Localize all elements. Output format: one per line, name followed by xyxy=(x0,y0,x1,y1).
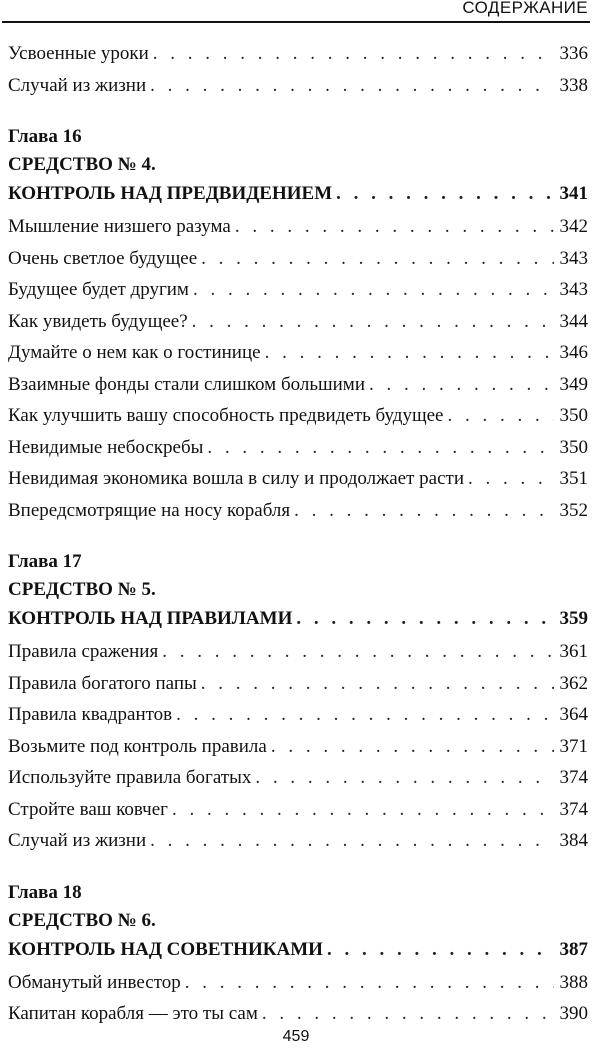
entry-title: Капитан корабля — это ты сам xyxy=(8,1003,258,1024)
dot-leader xyxy=(447,400,553,432)
entry-page: 390 xyxy=(559,1003,588,1024)
chapter-heading-entry[interactable] xyxy=(8,604,588,636)
chapter-page: 359 xyxy=(559,608,588,629)
entry-title: Как улучшить вашу способность предвидеть будущее xyxy=(8,405,444,426)
entry-title: Мышление низшего разума xyxy=(8,216,231,237)
chapter-heading: КОНТРОЛЬ НАД ПРАВИЛАМИ xyxy=(8,608,293,629)
entry-title: Правила богатого папы xyxy=(8,672,197,694)
toc-entry[interactable] xyxy=(8,369,588,401)
entry-title: Невидимые небоскребы xyxy=(8,436,204,458)
entry-page: 351 xyxy=(559,468,588,489)
entry-title: Правила сражения xyxy=(8,641,159,662)
chapter-label: Глава 18 xyxy=(8,881,82,903)
dot-leader xyxy=(369,369,554,401)
page-number: 459 xyxy=(282,1028,310,1045)
entry-title: Возьмите под контроль правила xyxy=(8,735,267,757)
entry-title: Впередсмотрящие на носу корабля xyxy=(8,499,291,521)
entry-page: 364 xyxy=(559,704,588,725)
entry-title: Очень светлое будущее xyxy=(8,247,198,269)
entry-title: Правила квадрантов xyxy=(8,704,173,725)
entry-page: 336 xyxy=(559,43,588,64)
dot-leader xyxy=(262,998,554,1030)
toc-entry[interactable] xyxy=(8,337,588,369)
dot-leader xyxy=(172,794,554,826)
table-of-contents xyxy=(8,38,588,1030)
entry-page: 352 xyxy=(559,499,588,521)
chapter-heading: КОНТРОЛЬ НАД СОВЕТНИКАМИ xyxy=(8,938,323,960)
dot-leader xyxy=(185,967,554,999)
entry-page: 384 xyxy=(559,830,588,851)
dot-leader xyxy=(296,604,553,634)
dot-leader xyxy=(176,699,553,731)
entry-title: Взаимные фонды стали слишком большими xyxy=(8,373,365,395)
entry-page: 388 xyxy=(559,971,588,993)
toc-entry[interactable] xyxy=(8,400,588,432)
chapter-heading-entry[interactable] xyxy=(8,179,588,211)
chapter-label: Глава 16 xyxy=(8,126,82,147)
toc-entry[interactable] xyxy=(8,967,588,999)
dot-leader xyxy=(153,38,554,70)
toc-entry[interactable] xyxy=(8,636,588,668)
toc-entry[interactable] xyxy=(8,762,588,794)
dot-leader xyxy=(150,70,553,102)
entry-page: 346 xyxy=(559,342,588,363)
entry-page: 350 xyxy=(559,436,588,458)
chapter-heading-entry[interactable] xyxy=(8,935,588,967)
dot-leader xyxy=(150,825,553,857)
entry-page: 361 xyxy=(559,641,588,662)
dot-leader xyxy=(327,935,554,965)
entry-page: 362 xyxy=(559,672,588,694)
chapter-page: 341 xyxy=(559,183,588,204)
entry-page: 343 xyxy=(559,279,588,300)
dot-leader xyxy=(235,211,554,243)
entry-title: Используйте правила богатых xyxy=(8,767,252,788)
entry-title: Стройте ваш ковчег xyxy=(8,798,168,820)
toc-entry[interactable] xyxy=(8,794,588,826)
chapter-subtitle: СРЕДСТВО № 6. xyxy=(8,909,156,931)
chapter-subtitle: СРЕДСТВО № 5. xyxy=(8,579,156,600)
chapter-subtitle: СРЕДСТВО № 4. xyxy=(8,154,156,175)
dot-leader xyxy=(193,274,554,306)
entry-page: 338 xyxy=(559,74,588,96)
entry-title: Усвоенные уроки xyxy=(8,43,149,64)
dot-leader xyxy=(192,306,554,338)
toc-entry[interactable] xyxy=(8,211,588,243)
entry-page: 350 xyxy=(559,405,588,426)
dot-leader xyxy=(207,432,553,464)
dot-leader xyxy=(265,337,554,369)
toc-entry[interactable] xyxy=(8,495,588,527)
toc-entry[interactable] xyxy=(8,70,588,102)
dot-leader xyxy=(201,243,553,275)
entry-title: Будущее будет другим xyxy=(8,279,189,300)
entry-page: 374 xyxy=(559,767,588,788)
running-head: СОДЕРЖАНИЕ xyxy=(462,0,588,17)
dot-leader xyxy=(201,668,554,700)
entry-title: Думайте о нем как о гостинице xyxy=(8,342,261,363)
toc-entry[interactable] xyxy=(8,432,588,464)
entry-title: Обманутый инвестор xyxy=(8,971,181,993)
toc-entry[interactable] xyxy=(8,306,588,338)
entry-title: Случай из жизни xyxy=(8,830,147,851)
toc-entry[interactable] xyxy=(8,699,588,731)
toc-entry[interactable] xyxy=(8,668,588,700)
entry-page: 374 xyxy=(559,798,588,820)
dot-leader xyxy=(336,179,553,209)
entry-page: 344 xyxy=(559,310,588,332)
toc-entry[interactable] xyxy=(8,825,588,857)
dot-leader xyxy=(271,731,554,763)
entry-title: Как увидеть будущее? xyxy=(8,310,188,332)
toc-entry[interactable] xyxy=(8,731,588,763)
chapter-17 xyxy=(8,548,588,857)
entry-page: 343 xyxy=(559,247,588,269)
chapter-label: Глава 17 xyxy=(8,551,82,572)
dot-leader xyxy=(255,762,553,794)
dot-leader xyxy=(468,463,554,495)
toc-entry[interactable] xyxy=(8,274,588,306)
toc-entry[interactable] xyxy=(8,243,588,275)
dot-leader xyxy=(162,636,553,668)
entry-page: 371 xyxy=(559,735,588,757)
entry-title: Невидимая экономика вошла в силу и продолжает расти xyxy=(8,468,464,489)
chapter-page: 387 xyxy=(559,938,588,960)
chapter-18 xyxy=(8,879,588,1030)
toc-entry[interactable] xyxy=(8,38,588,70)
toc-entry[interactable] xyxy=(8,463,588,495)
entry-page: 342 xyxy=(559,216,588,237)
toc-entry[interactable] xyxy=(8,998,588,1030)
dot-leader xyxy=(294,495,553,527)
chapter-16 xyxy=(8,123,588,526)
entry-title: Случай из жизни xyxy=(8,74,147,96)
chapter-heading: КОНТРОЛЬ НАД ПРЕДВИДЕНИЕМ xyxy=(8,183,333,204)
entry-page: 349 xyxy=(559,373,588,395)
header-rule xyxy=(2,21,590,23)
